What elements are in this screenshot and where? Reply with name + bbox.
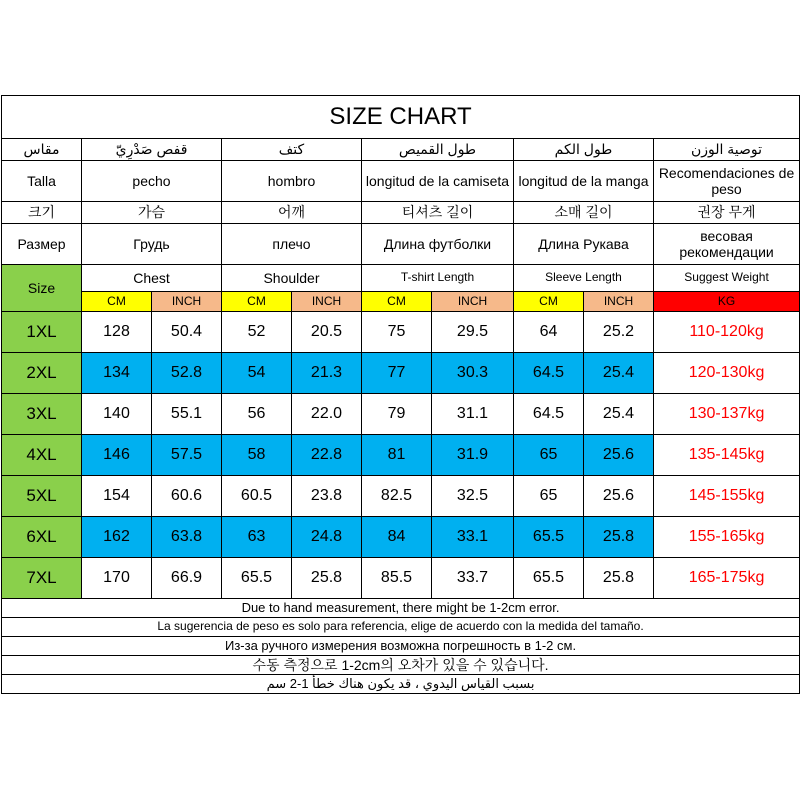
ko-size-label: 크기 [2,202,82,224]
chest-inch-cell: 55.1 [152,394,222,435]
chest-cm-cell: 170 [82,558,152,599]
size-chart-table [1,95,800,694]
chest-inch-cell: 63.8 [152,517,222,558]
shoulder-inch-cell: 25.8 [292,558,362,599]
shoulder-inch-cell: 21.3 [292,353,362,394]
shoulder-inch-cell: 22.8 [292,435,362,476]
sleeve-cm-cell: 65.5 [514,517,584,558]
sleeve-cm-cell: 64.5 [514,394,584,435]
length-inch-cell: 33.7 [432,558,514,599]
sleeve-cm-cell: 65 [514,435,584,476]
size-row [2,394,800,435]
shoulder-inch-cell: 20.5 [292,312,362,353]
length-inch-cell: 32.5 [432,476,514,517]
shoulder-inch-cell: 24.8 [292,517,362,558]
ko-shoulder-label: 어깨 [222,202,362,224]
en-shoulder-label: Shoulder [222,265,362,292]
length-cm-cell: 77 [362,353,432,394]
size-cell: 3XL [2,394,82,435]
length-cm-cell: 82.5 [362,476,432,517]
note-en: Due to hand measurement, there might be 1-2cm error. [2,599,800,618]
length-inch-cell: 33.1 [432,517,514,558]
shoulder-cm-cell: 60.5 [222,476,292,517]
shoulder-cm-cell: 65.5 [222,558,292,599]
chest-inch-unit: INCH [152,292,222,312]
weight-cell: 110-120kg [654,312,800,353]
ru-length-label: Длина футболки [362,224,514,265]
es-shoulder-label: hombro [222,161,362,202]
es-weight-label: Recomendaciones de peso [654,161,800,202]
chest-cm-cell: 154 [82,476,152,517]
weight-cell: 135-145kg [654,435,800,476]
size-cell: 5XL [2,476,82,517]
en-length-label: T-shirt Length [362,265,514,292]
ko-length-label: 티셔츠 길이 [362,202,514,224]
weight-cell: 130-137kg [654,394,800,435]
sleeve-inch-cell: 25.4 [584,394,654,435]
shoulder-cm-cell: 56 [222,394,292,435]
chest-inch-cell: 52.8 [152,353,222,394]
shoulder-cm-cell: 63 [222,517,292,558]
en-chest-label: Chest [82,265,222,292]
ar-length-label: طول القميص [362,139,514,161]
ru-size-label: Размер [2,224,82,265]
length-inch-cell: 31.9 [432,435,514,476]
size-row [2,435,800,476]
note-es: La sugerencia de peso es solo para referencia, elige de acuerdo con la medida del tamaño. [2,618,800,637]
es-size-label: Talla [2,161,82,202]
shoulder-cm-cell: 52 [222,312,292,353]
chest-cm-cell: 128 [82,312,152,353]
note-ko: 수동 측정으로 1-2cm의 오차가 있을 수 있습니다. [2,656,800,675]
length-cm-cell: 75 [362,312,432,353]
shoulder-cm-unit: CM [222,292,292,312]
shoulder-inch-cell: 23.8 [292,476,362,517]
length-inch-cell: 31.1 [432,394,514,435]
size-cell: 4XL [2,435,82,476]
sleeve-inch-cell: 25.6 [584,476,654,517]
sleeve-inch-cell: 25.8 [584,517,654,558]
size-cell: 7XL [2,558,82,599]
ru-shoulder-label: плечо [222,224,362,265]
size-row [2,476,800,517]
length-inch-unit: INCH [432,292,514,312]
chest-inch-cell: 60.6 [152,476,222,517]
es-chest-label: pecho [82,161,222,202]
note-ru: Из-за ручного измерения возможна погрешность в 1-2 см. [2,637,800,656]
sleeve-cm-unit: CM [514,292,584,312]
shoulder-cm-cell: 54 [222,353,292,394]
length-cm-cell: 79 [362,394,432,435]
size-cell: 1XL [2,312,82,353]
shoulder-cm-cell: 58 [222,435,292,476]
length-cm-cell: 84 [362,517,432,558]
sleeve-inch-cell: 25.4 [584,353,654,394]
chest-cm-cell: 140 [82,394,152,435]
length-cm-cell: 85.5 [362,558,432,599]
ar-sleeve-label: طول الكم [514,139,654,161]
ko-sleeve-label: 소매 길이 [514,202,654,224]
chest-cm-unit: CM [82,292,152,312]
chest-cm-cell: 162 [82,517,152,558]
es-sleeve-label: longitud de la manga [514,161,654,202]
chest-cm-cell: 146 [82,435,152,476]
ru-chest-label: Грудь [82,224,222,265]
en-weight-label: Suggest Weight [654,265,800,292]
weight-cell: 145-155kg [654,476,800,517]
ko-chest-label: 가슴 [82,202,222,224]
sleeve-cm-cell: 64 [514,312,584,353]
sleeve-cm-cell: 64.5 [514,353,584,394]
size-row [2,312,800,353]
sleeve-inch-unit: INCH [584,292,654,312]
length-inch-cell: 29.5 [432,312,514,353]
size-cell: 2XL [2,353,82,394]
note-ar: بسبب القياس اليدوي ، قد يكون هناك خطأ 1-2 سم [2,675,800,694]
ar-chest-label: قفص صَدْرِيّ [82,139,222,161]
sleeve-inch-cell: 25.2 [584,312,654,353]
size-row [2,558,800,599]
ru-weight-label: весовая рекомендации [654,224,800,265]
chest-cm-cell: 134 [82,353,152,394]
sleeve-cm-cell: 65.5 [514,558,584,599]
shoulder-inch-cell: 22.0 [292,394,362,435]
shoulder-inch-unit: INCH [292,292,362,312]
ko-weight-label: 권장 무게 [654,202,800,224]
weight-cell: 120-130kg [654,353,800,394]
ar-weight-label: توصية الوزن [654,139,800,161]
weight-kg-unit: KG [654,292,800,312]
es-length-label: longitud de la camiseta [362,161,514,202]
length-cm-unit: CM [362,292,432,312]
weight-cell: 165-175kg [654,558,800,599]
chart-title: SIZE CHART [2,96,800,139]
size-row [2,517,800,558]
size-cell: 6XL [2,517,82,558]
ar-shoulder-label: كتف [222,139,362,161]
ar-size-label: مقاس [2,139,82,161]
size-row [2,353,800,394]
chest-inch-cell: 66.9 [152,558,222,599]
en-size-label: Size [2,265,82,312]
ru-sleeve-label: Длина Рукава [514,224,654,265]
chest-inch-cell: 50.4 [152,312,222,353]
chest-inch-cell: 57.5 [152,435,222,476]
sleeve-inch-cell: 25.6 [584,435,654,476]
length-inch-cell: 30.3 [432,353,514,394]
length-cm-cell: 81 [362,435,432,476]
en-sleeve-label: Sleeve Length [514,265,654,292]
sleeve-inch-cell: 25.8 [584,558,654,599]
weight-cell: 155-165kg [654,517,800,558]
sleeve-cm-cell: 65 [514,476,584,517]
